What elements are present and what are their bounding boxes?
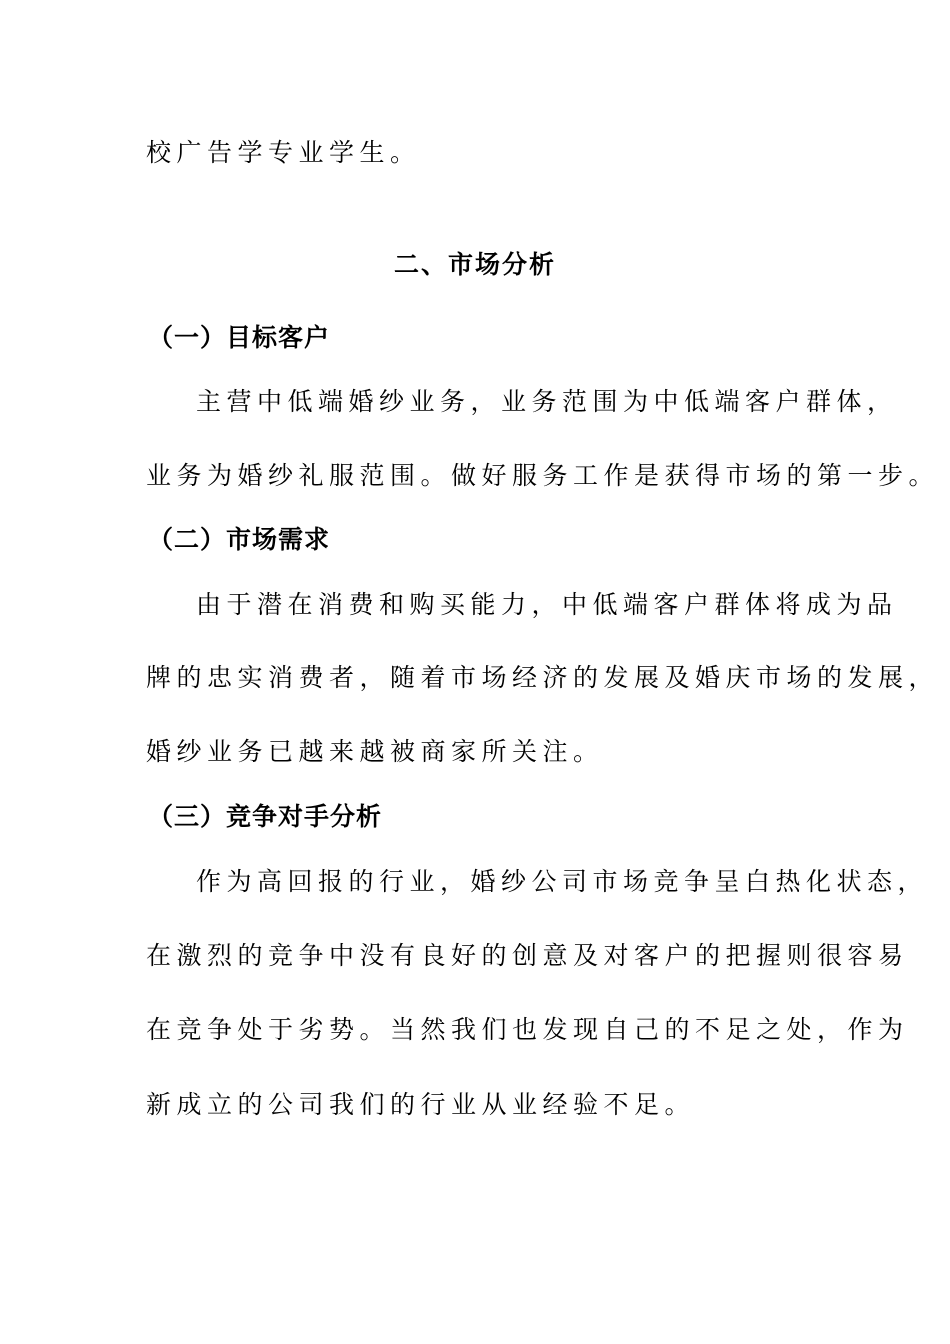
paragraph-line: 在激烈的竞争中没有良好的创意及对客户的把握则很容易 — [146, 941, 909, 970]
paragraph-line: 在竞争处于劣势。当然我们也发现自己的不足之处，作为 — [146, 1015, 909, 1044]
section-title: 二、市场分析 — [393, 250, 556, 279]
intro-continuation-line: 校广告学专业学生。 — [146, 138, 421, 167]
paragraph-line: 由于潜在消费和购买能力，中低端客户群体将成为品 — [196, 590, 898, 619]
paragraph-line: 主营中低端婚纱业务，业务范围为中低端客户群体， — [196, 387, 898, 416]
paragraph-line: 牌的忠实消费者，随着市场经济的发展及婚庆市场的发展， — [146, 663, 940, 692]
subsection-heading-market-demand: （二）市场需求 — [148, 525, 331, 554]
subsection-heading-target-customers: （一）目标客户 — [148, 323, 331, 352]
paragraph-line: 业务为婚纱礼服范围。做好服务工作是获得市场的第一步。 — [146, 461, 940, 490]
paragraph-line: 婚纱业务已越来越被商家所关注。 — [146, 737, 604, 766]
paragraph-line: 新成立的公司我们的行业从业经验不足。 — [146, 1090, 696, 1119]
paragraph-line: 作为高回报的行业，婚纱公司市场竞争呈白热化状态， — [196, 867, 929, 896]
subsection-heading-competitor-analysis: （三）竞争对手分析 — [148, 802, 383, 831]
